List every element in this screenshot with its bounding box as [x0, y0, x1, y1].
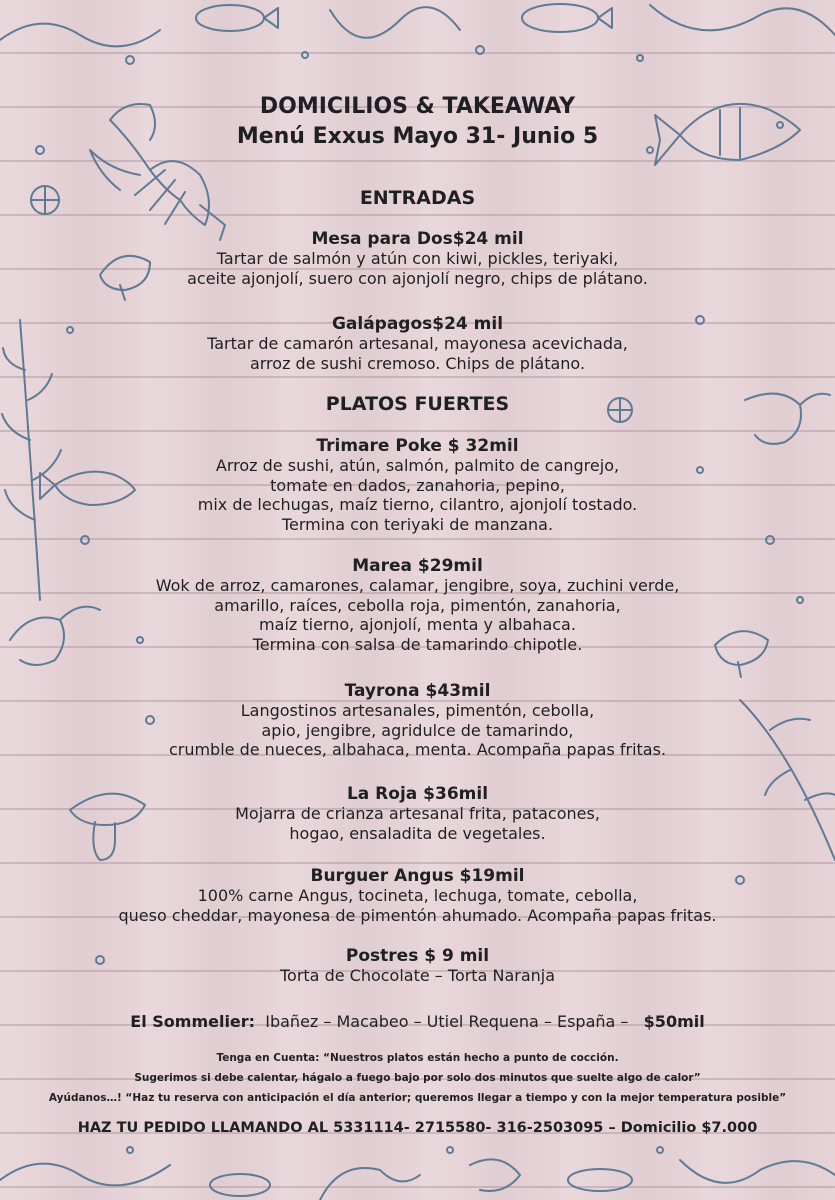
- dish-description: 100% carne Angus, tocineta, lechuga, tomate, cebolla, queso cheddar, mayonesa de pimentón ahumado. Acompaña papas fritas.: [118, 886, 717, 925]
- section-title-entradas: ENTRADAS: [359, 187, 476, 209]
- dish-description: Torta de Chocolate – Torta Naranja: [279, 966, 556, 985]
- dish-name: Marea $29mil: [352, 556, 483, 576]
- dish-description: Arroz de sushi, atún, salmón, palmito de cangrejo, tomate en dados, zanahoria, pepino, mix de lechugas, maíz tierno, cilantro, ajonjolí tostado. Termina con teriyaki de manzana.: [197, 456, 638, 534]
- dish-trimare-poke: [0, 436, 835, 534]
- dish-description: Tartar de salmón y atún con kiwi, pickles, teriyaki, aceite ajonjolí, suero con ajonjolí negro, chips de plátano.: [187, 249, 648, 288]
- sommelier-line: [0, 1012, 835, 1031]
- dish-name: Postres $ 9 mil: [345, 946, 490, 966]
- dish-description: Tartar de camarón artesanal, mayonesa acevichada, arroz de sushi cremoso. Chips de plátano.: [207, 334, 628, 373]
- dish-description: Mojarra de crianza artesanal frita, patacones, hogao, ensaladita de vegetales.: [235, 804, 600, 843]
- menu-header-line1: DOMICILIOS & TAKEAWAY: [259, 94, 576, 119]
- dish-name: Trimare Poke $ 32mil: [316, 436, 519, 456]
- note-line-2: Sugerimos si debe calentar, hágalo a fuego bajo por solo dos minutos que suelte algo de calor”: [134, 1072, 701, 1084]
- dish-name: Mesa para Dos$24 mil: [311, 229, 524, 249]
- dish-name: Galápagos$24 mil: [331, 314, 504, 334]
- sommelier-wine: Ibañez – Macabeo – Utiel Requena – España –: [265, 1012, 629, 1031]
- order-phone-line: HAZ TU PEDIDO LLAMANDO AL 5331114- 2715580- 316-2503095 – Domicilio $7.000: [77, 1120, 758, 1136]
- section-title-platos-fuertes: PLATOS FUERTES: [325, 393, 510, 415]
- dish-mesa-para-dos: [0, 229, 835, 288]
- dish-postres: [0, 946, 835, 986]
- dish-name: Tayrona $43mil: [344, 681, 491, 701]
- dish-marea: [0, 556, 835, 654]
- dish-name: La Roja $36mil: [346, 784, 489, 804]
- dish-burguer-angus: [0, 866, 835, 925]
- dish-description: Wok de arroz, camarones, calamar, jengibre, soya, zuchini verde, amarillo, raíces, cebolla roja, pimentón, zanahoria, maíz tierno, ajonjolí, menta y albahaca. Termina con salsa de tamarindo chipotle.: [155, 576, 680, 654]
- sommelier-label: El Sommelier:: [130, 1012, 256, 1031]
- dish-la-roja: [0, 784, 835, 843]
- dish-tayrona: [0, 681, 835, 760]
- note-line-1: Tenga en Cuenta: “Nuestros platos están hecho a punto de cocción.: [216, 1052, 619, 1064]
- dish-galapagos: [0, 314, 835, 373]
- menu-header-line2: Menú Exxus Mayo 31- Junio 5: [236, 124, 599, 149]
- note-line-3: Ayúdanos…! “Haz tu reserva con anticipación el día anterior; queremos llegar a tiempo y con la mejor temperatura posible”: [48, 1092, 787, 1104]
- sommelier-price: $50mil: [643, 1012, 705, 1031]
- dish-name: Burguer Angus $19mil: [310, 866, 525, 886]
- dish-description: Langostinos artesanales, pimentón, cebolla, apio, jengibre, agridulce de tamarindo, crumble de nueces, albahaca, menta. Acompaña papas fritas.: [168, 701, 667, 759]
